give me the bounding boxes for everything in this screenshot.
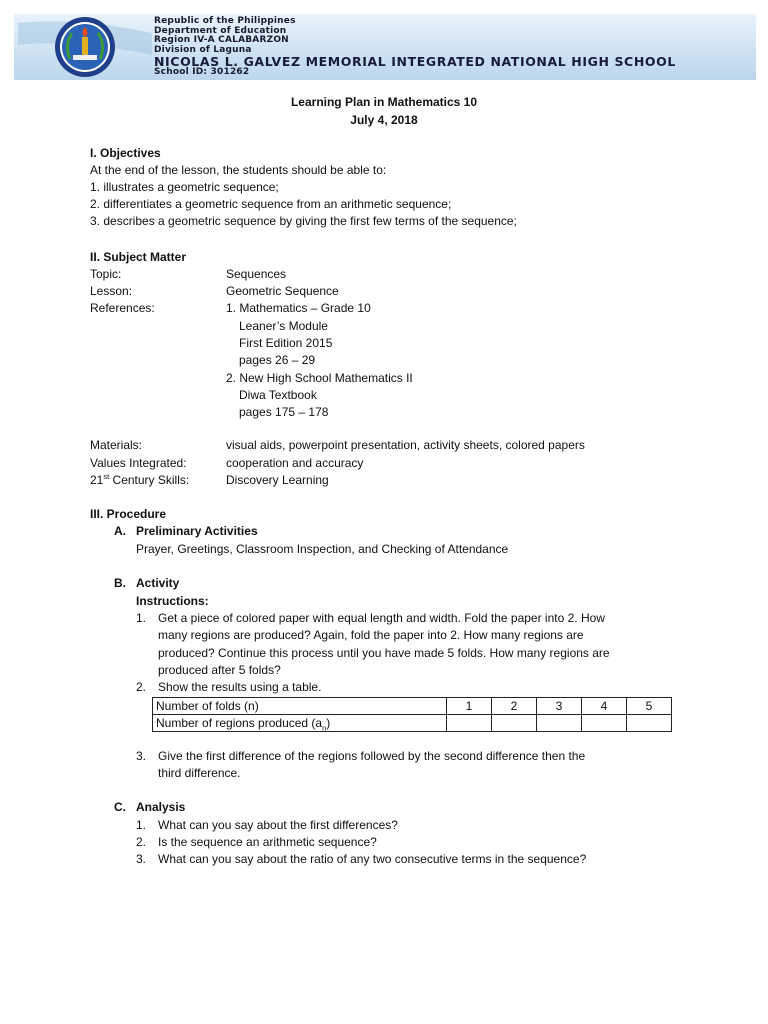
topic-label: Topic: (90, 267, 122, 281)
lesson-label: Lesson: (90, 284, 133, 298)
procedure-heading: III. Procedure (90, 507, 167, 521)
instruction-line: produced after 5 folds? (158, 663, 281, 677)
document-date: July 4, 2018 (350, 113, 418, 127)
objective-item: 2. differentiates a geometric sequence from an arithmetic sequence; (90, 197, 452, 211)
values-value: cooperation and accuracy (226, 456, 364, 470)
table-cell (492, 715, 537, 732)
header-text (154, 17, 676, 78)
header-region: Region IV-A CALABARZON (154, 35, 289, 46)
objectives-heading: I. Objectives (90, 146, 161, 160)
table-cell (447, 715, 492, 732)
reference-line: First Edition 2015 (239, 336, 333, 350)
reference-line: 1. Mathematics – Grade 10 (226, 301, 371, 315)
subject-heading: II. Subject Matter (90, 250, 187, 264)
folds-table (152, 697, 672, 732)
reference-line: pages 26 – 29 (239, 353, 316, 367)
values-label: Values Integrated: (90, 456, 187, 470)
table-cell: Number of folds (n) (153, 698, 447, 715)
preliminary-text: Prayer, Greetings, Classroom Inspection, and Checking of Attendance (136, 542, 509, 556)
analysis-heading: Analysis (136, 800, 186, 814)
references-label: References: (90, 301, 155, 315)
analysis-number: 2. (136, 835, 147, 849)
instructions-heading: Instructions: (136, 594, 209, 608)
instruction-number: 2. (136, 680, 147, 694)
school-seal-icon (18, 15, 152, 79)
table-cell: 3 (537, 698, 582, 715)
skills-value: Discovery Learning (226, 473, 329, 487)
table-cell: Number of regions produced $(a_n)$ (153, 715, 447, 732)
preliminary-heading: Preliminary Activities (136, 524, 258, 538)
section-letter-c: C. (114, 800, 126, 814)
header-department: Department of Education (154, 25, 287, 36)
reference-line: Diwa Textbook (239, 388, 317, 402)
instruction-number: 1. (136, 611, 147, 625)
analysis-number: 1. (136, 818, 147, 832)
instruction-line: third difference. (158, 766, 241, 780)
instruction-line: many regions are produced? Again, fold the paper into 2. How many regions are (158, 628, 584, 642)
topic-value: Sequences (226, 267, 287, 281)
table-cell: 2 (492, 698, 537, 715)
header-school-name: NICOLAS L. GALVEZ MEMORIAL INTEGRATED NATIONAL HIGH SCHOOL (154, 54, 676, 70)
table-row (153, 698, 672, 715)
header-school-id: School ID: 301262 (154, 67, 250, 78)
table-cell: 1 (447, 698, 492, 715)
analysis-question: Is the sequence an arithmetic sequence? (158, 835, 377, 849)
instruction-line: Get a piece of colored paper with equal length and width. Fold the paper into 2. How (158, 611, 605, 625)
table-cell (582, 715, 627, 732)
activity-heading: Activity (136, 576, 180, 590)
analysis-question: What can you say about the first differences? (158, 818, 398, 832)
analysis-number: 3. (136, 852, 147, 866)
objective-item: 1. illustrates a geometric sequence; (90, 180, 279, 194)
header-republic: Republic of the Philippines (154, 16, 296, 26)
section-letter-b: B. (114, 576, 126, 590)
reference-line: Leaner’s Module (239, 319, 328, 333)
table-cell: 4 (582, 698, 627, 715)
table-cell (627, 715, 672, 732)
header-division: Division of Laguna (154, 44, 252, 55)
skills-label: 21st Century Skills: (90, 472, 190, 487)
instruction-number: 3. (136, 749, 147, 763)
section-letter-a: A. (114, 524, 126, 538)
analysis-question: What can you say about the ratio of any two consecutive terms in the sequence? (158, 852, 587, 866)
table-cell (537, 715, 582, 732)
instruction-line: produced? Continue this process until you have made 5 folds. How many regions are (158, 646, 610, 660)
reference-line: 2. New High School Mathematics II (226, 371, 413, 385)
instruction-line: Show the results using a table. (158, 680, 322, 694)
objective-item: 3. describes a geometric sequence by giving the first few terms of the sequence; (90, 214, 517, 228)
table-row (153, 715, 672, 732)
table-cell: 5 (627, 698, 672, 715)
document-title: Learning Plan in Mathematics 10 (290, 95, 478, 109)
lesson-value: Geometric Sequence (226, 284, 339, 298)
school-header (14, 14, 756, 80)
reference-line: pages 175 – 178 (239, 405, 329, 419)
instruction-line: Give the first difference of the regions followed by the second difference then the (158, 749, 586, 763)
materials-label: Materials: (90, 438, 143, 452)
materials-value: visual aids, powerpoint presentation, activity sheets, colored papers (226, 438, 585, 452)
objectives-intro: At the end of the lesson, the students should be able to: (90, 163, 387, 177)
